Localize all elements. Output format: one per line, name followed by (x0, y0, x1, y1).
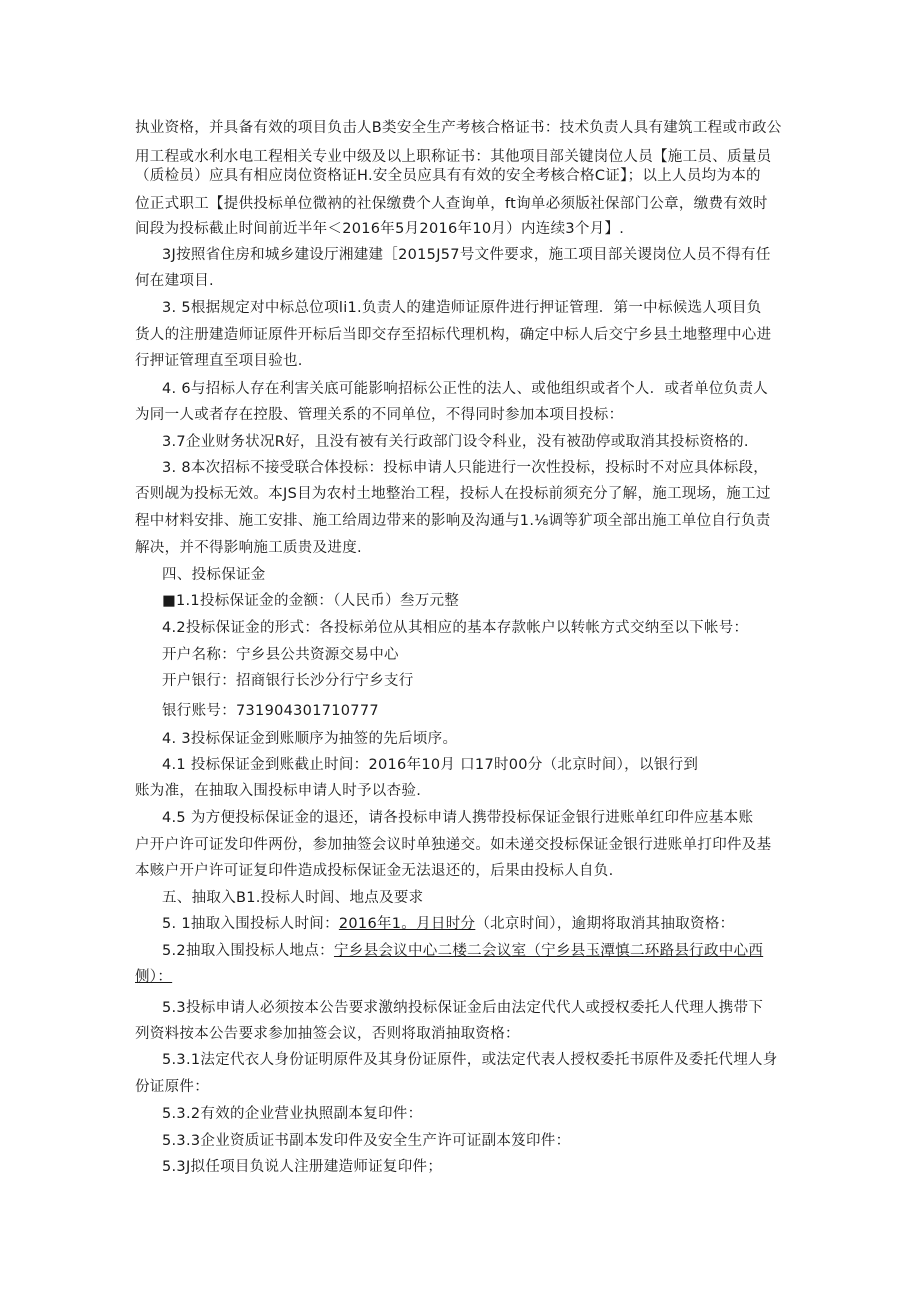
section-heading: 四、投标保证金 (162, 567, 266, 583)
text-line: 为同一人或者存在控股、管理关系的不同单位，不得同时参加本项目投标： (135, 407, 624, 423)
text-line: 份证原件： (135, 1079, 209, 1095)
text-line: 5.3.3企业资质证书副本发印件及安全生产许可证副本笈印件： (162, 1133, 571, 1149)
text-line: 4.2投标保证金的形式：各投标弟位从其相应的基本存款帐户以转帐方式交纳至以下帐号： (162, 620, 749, 636)
text-line (162, 941, 763, 961)
text-line: 4.5 为方便投标保证金的退还，请各投标申请人携带投标保证金银行进账单红印件应基本账 (162, 810, 754, 826)
text-line: 3. 8本次招标不接受联合体投标：投标申请人只能进行一次性投标，投标时不对应具体标段， (162, 460, 769, 476)
text-line: 间段为投标截止时间前近半年＜2016年5月2016年10月）内连续3个月】. (135, 221, 625, 237)
text-line: 开户银行：招商银行长沙分行宁乡支行 (162, 673, 414, 689)
text-line: 5.3.2有效的企业营业执照副本复印件： (162, 1106, 423, 1122)
text-line: 4. 6与招标人存在利害关底可能影响招标公正性的法人、或他组织或者个人．或者单位负责人 (162, 381, 769, 397)
text-line: 账为准，在抽取入围投标申请人时予以杏验. (135, 783, 422, 799)
text-line: 5.3.1法定代衣人身份证明原件及其身份证原件，或法定代表人授权委托书原件及委托代埋人身 (162, 1052, 778, 1068)
text-line: 3J按照省住房和城乡建设厅湘建建［2015J57号文件要求，施工项目部关谡岗位人员不得有任 (162, 247, 771, 263)
text-line: 解决，并不得影响施工质贵及进度. (135, 540, 362, 556)
text-line: 执业资格，并具备有效的项目负击人B类安全生产考核合格证书：技术负责人具有建筑工程或市政公 (135, 120, 782, 136)
text-line: 列资料按本公告要求参加抽签会议，否则将取消抽取资格： (135, 1026, 520, 1042)
underlined-location: 宁乡县会议中心二楼二会议室（宁乡县玉潭慎二环路县行政中心西 (333, 943, 764, 959)
text-line (162, 914, 734, 934)
underlined-time: 2016年1。月日时分 (338, 916, 476, 932)
text-line: 银行账号：731904301710777 (162, 703, 379, 719)
text-line: 4. 3投标保证金到账顺序为抽签的先后顷序。 (162, 731, 458, 747)
text-line: 用工程或水利水电工程相关专业中级及以上职称证书：其他项目部关键岗位人员【施工员、质量员 (135, 149, 772, 165)
text-line: 4.1 投标保证金到账截止时间：2016年10月 口17时00分（北京时间），以银行到 (162, 757, 699, 773)
text-line: 何在建项目. (135, 273, 214, 289)
text-line: 程中材料安排、施工安排、施工给周边带来的影响及沟通与1.⅛调等犷项全部出施工单位自行负责 (135, 513, 771, 529)
text-line: 3.7企业财务状况R好，且没有被有关行政部门设令科业，没有被劭停或取消其投标资格的. (162, 434, 749, 450)
text-line: ■1.1投标保证金的金额：（人民币）叁万元整 (162, 593, 460, 609)
text-line: 本赅户开户许可证复印件造成投标保证金无法退还的，后果由投标人自负. (135, 863, 614, 879)
text-line: 5.3J拟任项目负说人注册建造师证复印件； (162, 1159, 443, 1175)
text-line: 行押证管理直至项目验也. (135, 353, 303, 369)
text-line: 户开户许可证发印件两份，参加抽签会议时单独递交。如未递交投标保证金银行进账单打印件及基 (135, 837, 772, 853)
text-line: 3. 5根据规定对中标总位项li1.负责人的建造师证原件进行押证管理．第一中标候选人项目负 (162, 300, 762, 316)
underlined-location-cont: 侧）： (135, 969, 173, 985)
text-line: 5.3投标申请人必须按本公告要求激纳投标保证金后由法定代代人或授权委托人代理人携带下 (162, 1000, 764, 1016)
text-span: （北京时间），逾期将取消其抽取资格： (475, 916, 735, 932)
text-line: 否则觇为投标无效。本JS目为农村土地整治工程，投标人在投标前须充分了解，施工现场，施工过 (135, 486, 771, 502)
text-line: （质检员）应具有相应岗位资格证H.安全员应具有有效的安全考核合格C证】；以上人员均为本的 (135, 168, 761, 184)
text-span: 5.2抽取入围投标人地点： (162, 943, 334, 959)
text-line: 开户名称：宁乡县公共资源交易中心 (162, 647, 399, 663)
section-heading: 五、抽取入B1.投标人时闾、地点及要求 (162, 890, 424, 906)
text-line: 货人的注册建造师证原件开标后当即交存至招标代理机构，确定中标人后交宁乡县土地整理中心进 (135, 327, 772, 343)
text-span: 5. 1抽取入围投标人时间： (162, 916, 339, 932)
text-line: 位正式职工【提供投标单位微衲的社保缴费个人查询单，ft询单必须版社保部门公章，缴费有效时 (135, 196, 768, 212)
